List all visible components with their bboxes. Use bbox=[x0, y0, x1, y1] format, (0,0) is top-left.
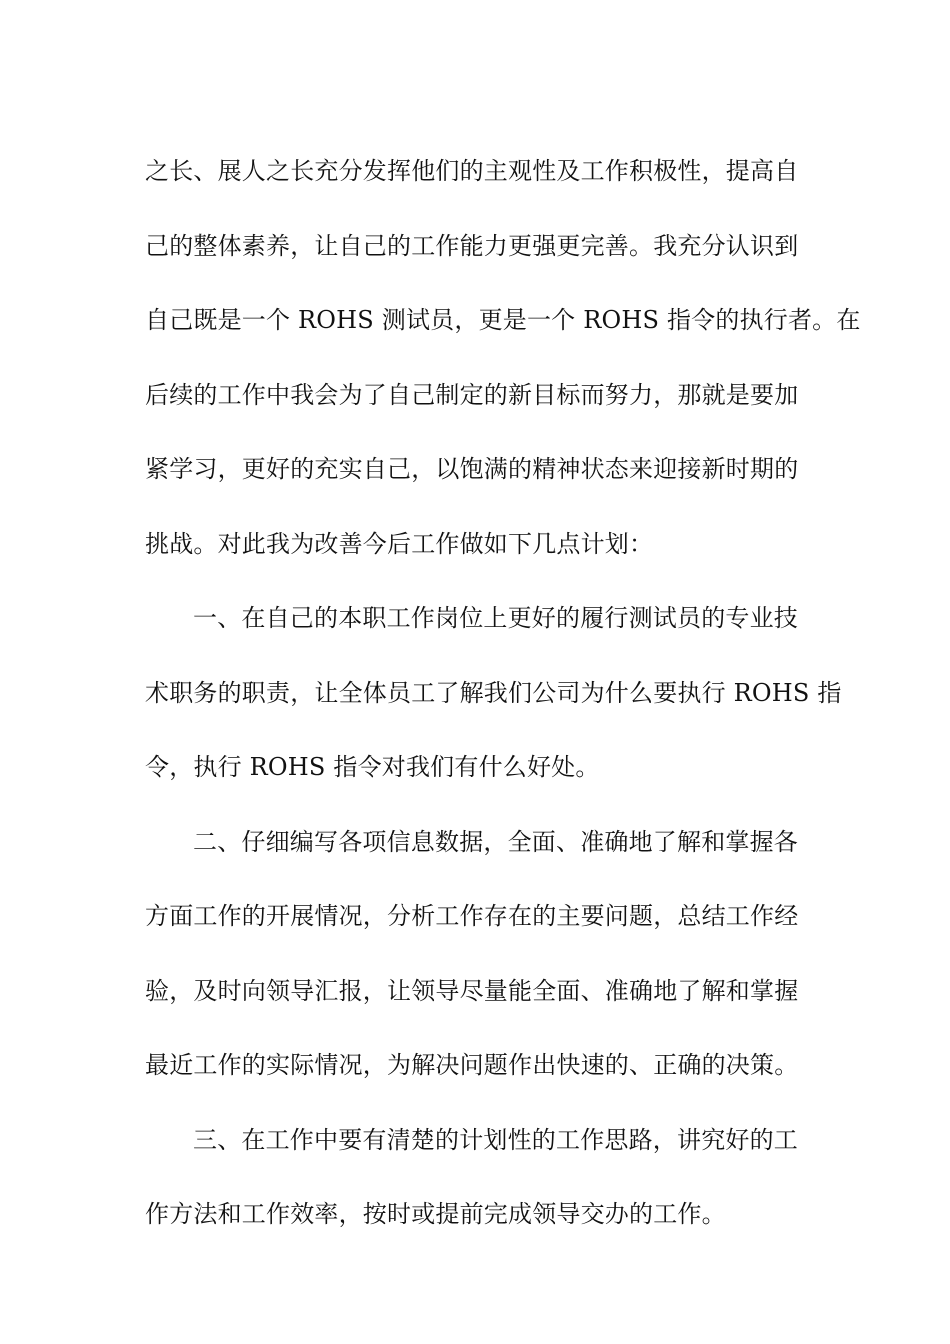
body-line: 令，执行 ROHS 指令对我们有什么好处。 bbox=[145, 753, 600, 781]
body-line: 紧学习，更好的充实自己，以饱满的精神状态来迎接新时期的 bbox=[145, 455, 799, 483]
body-line: 方面工作的开展情况，分析工作存在的主要问题，总结工作经 bbox=[145, 902, 799, 930]
body-line: 己的整体素养，让自己的工作能力更强更完善。我充分认识到 bbox=[145, 231, 799, 260]
body-line: 挑战。对此我为改善今后工作做如下几点计划： bbox=[145, 529, 654, 558]
plan-item-1-line: 一、在自己的本职工作岗位上更好的履行测试员的专业技 bbox=[193, 604, 798, 632]
body-line: 最近工作的实际情况，为解决问题作出快速的、正确的决策。 bbox=[145, 1051, 799, 1079]
plan-item-2-line: 二、仔细编写各项信息数据，全面、准确地了解和掌握各 bbox=[193, 827, 798, 856]
plan-item-3-line: 三、在工作中要有清楚的计划性的工作思路，讲究好的工 bbox=[193, 1125, 798, 1154]
body-line: 术职务的职责，让全体员工了解我们公司为什么要执行 ROHS 指 bbox=[145, 678, 842, 707]
body-line: 自己既是一个 ROHS 测试员，更是一个 ROHS 指令的执行者。在 bbox=[145, 306, 861, 334]
body-line: 后续的工作中我会为了自己制定的新目标而努力，那就是要加 bbox=[145, 380, 799, 409]
body-line: 之长、展人之长充分发挥他们的主观性及工作积极性，提高自 bbox=[145, 157, 799, 185]
body-line: 作方法和工作效率，按时或提前完成领导交办的工作。 bbox=[145, 1200, 726, 1228]
document-body bbox=[145, 134, 861, 1252]
body-line: 验，及时向领导汇报，让领导尽量能全面、准确地了解和掌握 bbox=[145, 976, 799, 1005]
